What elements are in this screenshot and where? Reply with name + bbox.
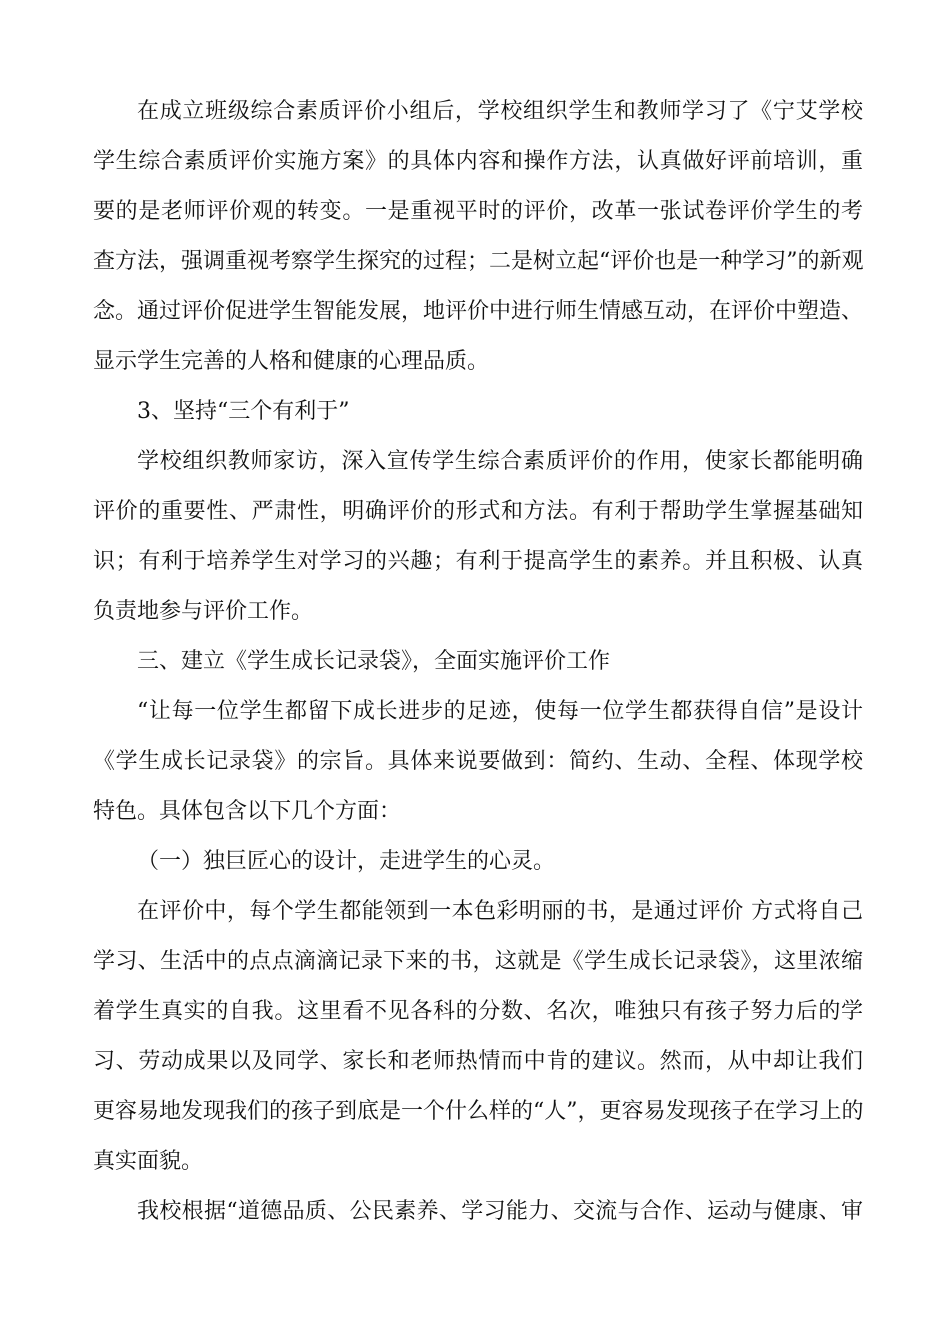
paragraph-line: 负责地参与评价工作。: [93, 599, 314, 624]
paragraph-line: 真实面貌。: [93, 1149, 204, 1174]
paragraph-line: 在成立班级综合素质评价小组后，学校组织学生和教师学习了《宁艾学校: [137, 99, 863, 124]
paragraph-line: 特色。具体包含以下几个方面：: [93, 799, 402, 824]
paragraph-line: 学校组织教师家访，深入宣传学生综合素质评价的作用，使家长都能明确: [137, 449, 863, 474]
paragraph-line: “让每一位学生都留下成长进步的足迹，使每一位学生都获得自信”是设计: [137, 699, 863, 724]
paragraph-line: 我校根据“道德品质、公民素养、学习能力、交流与合作、运动与健康、审: [137, 1199, 863, 1224]
paragraph-line: 更容易地发现我们的孩子到底是一个什么样的“人”，更容易发现孩子在学习上的: [93, 1099, 864, 1124]
paragraph-line: 要的是老师评价观的转变。一是重视平时的评价，改革一张试卷评价学生的考: [93, 199, 863, 224]
paragraph-line: 学生综合素质评价实施方案》的具体内容和操作方法，认真做好评前培训，重: [93, 149, 863, 174]
paragraph-line: 念。通过评价促进学生智能发展，地评价中进行师生情感互动，在评价中塑造、: [93, 299, 864, 324]
section-heading: 三、建立《学生成长记录袋》，全面实施评价工作: [137, 649, 611, 674]
paragraph-line: 在评价中，每个学生都能领到一本色彩明丽的书，是通过评价 方式将自己: [137, 899, 863, 924]
paragraph-line: 着学生真实的自我。这里看不见各科的分数、名次，唯独只有孩子努力后的学: [93, 999, 863, 1024]
paragraph-line: 《学生成长记录袋》的宗旨。具体来说要做到：简约、生动、全程、体现学校: [93, 749, 863, 774]
section-heading: （一）独巨匠心的设计，走进学生的心灵。: [137, 849, 556, 874]
section-heading: 3、坚持“三个有利于”: [137, 399, 350, 424]
paragraph-line: 评价的重要性、严肃性，明确评价的形式和方法。有利于帮助学生掌握基础知: [93, 499, 863, 524]
paragraph-line: 显示学生完善的人格和健康的心理品质。: [93, 349, 490, 374]
paragraph-line: 查方法，强调重视考察学生探究的过程；二是树立起“评价也是一种学习”的新观: [93, 249, 864, 274]
paragraph-line: 识；有利于培养学生对学习的兴趣；有利于提高学生的素养。并且积极、认真: [93, 549, 863, 574]
paragraph-line: 习、劳动成果以及同学、家长和老师热情而中肯的建议。然而，从中却让我们: [93, 1049, 863, 1074]
paragraph-line: 学习、生活中的点点滴滴记录下来的书，这就是《学生成长记录袋》，这里浓缩: [93, 949, 863, 974]
